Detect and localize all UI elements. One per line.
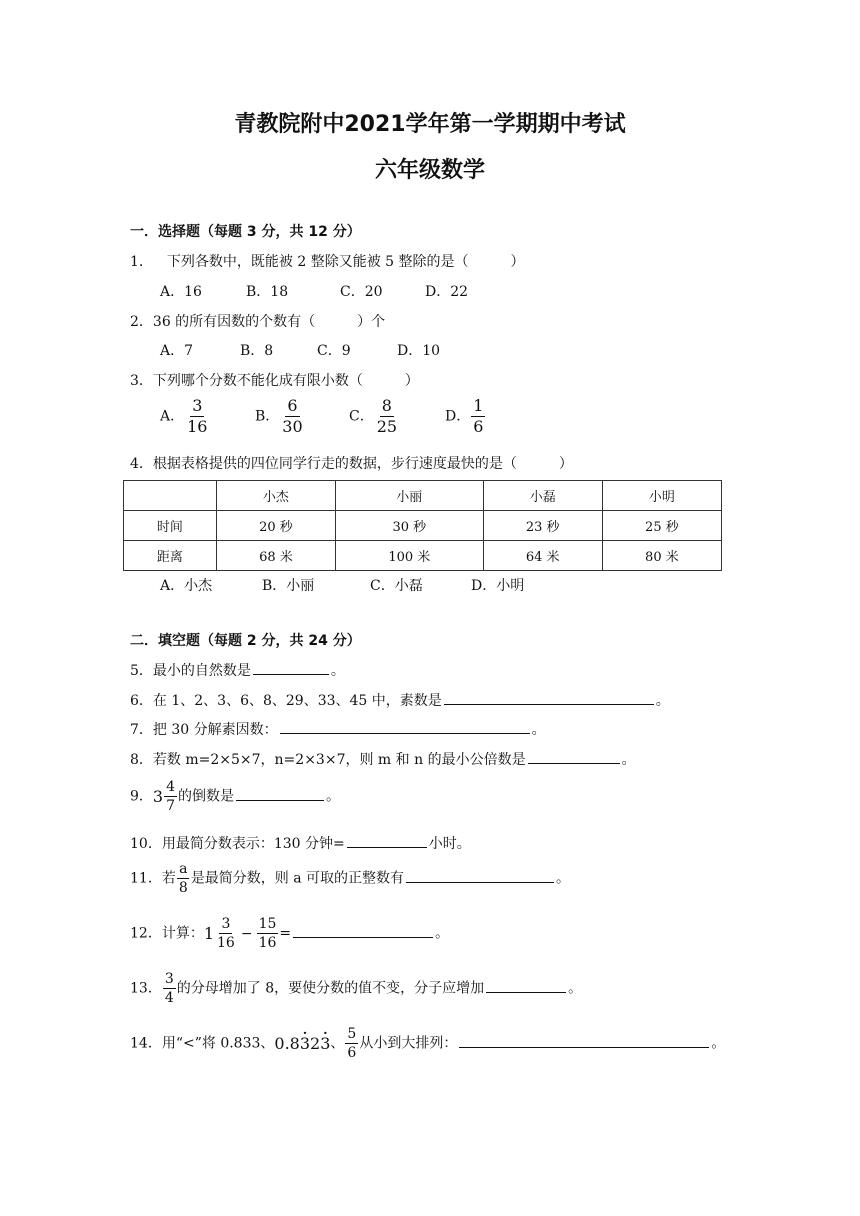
table-cell: 68 米: [216, 541, 335, 571]
option-3d: [445, 398, 486, 435]
numerator: 4: [166, 779, 176, 795]
answer-blank[interactable]: [486, 978, 566, 993]
option-label: B．: [255, 408, 280, 425]
question-text: 下列哪个分数不能化成有限小数（ ）: [152, 373, 419, 389]
question-4: [130, 453, 573, 473]
question-1: [130, 251, 525, 271]
table-cell: 64 米: [483, 541, 602, 571]
exam-title: 青教院附中2021学年第一学期期中考试: [234, 112, 626, 137]
question-2: [130, 311, 385, 331]
fraction: [177, 862, 190, 895]
denominator: 7: [166, 798, 176, 814]
question-8: [130, 749, 636, 769]
numerator: 1: [473, 396, 484, 415]
repeat-digit: 3 ·: [320, 1034, 330, 1053]
table-cell: 23 秒: [483, 511, 602, 541]
fraction: [375, 398, 399, 435]
option-2a: A．7: [160, 343, 194, 359]
option-3c: [349, 398, 400, 435]
question-text: 的分母增加了 8，要使分数的值不变，分子应增加: [176, 980, 485, 997]
numerator: 5: [347, 1026, 357, 1042]
numerator: a: [179, 861, 188, 877]
denominator: 8: [178, 880, 188, 896]
question-text: 7．把 30 分解素因数：: [130, 722, 278, 738]
table-header-cell: 小明: [602, 481, 721, 511]
option-3a: [160, 398, 210, 435]
numerator: 15: [258, 916, 277, 932]
numerator: 3: [164, 971, 174, 987]
decimal-part: 2: [310, 1034, 321, 1053]
period: 。: [568, 980, 583, 997]
fraction: [257, 917, 279, 950]
mixed-whole: 3: [152, 787, 164, 806]
option-4b: B．小丽: [262, 578, 315, 594]
table-row: [124, 541, 722, 571]
table-row: [124, 511, 722, 541]
question-11: [130, 862, 570, 895]
numerator: 3: [192, 396, 203, 415]
question-10: [130, 833, 471, 853]
option-label: A．: [160, 408, 185, 425]
fraction: [471, 398, 485, 435]
answer-blank[interactable]: [459, 1033, 709, 1048]
question-number: 11．若: [130, 870, 176, 887]
table-cell: 100 米: [336, 541, 484, 571]
option-label: D．: [445, 408, 471, 425]
period: 。: [531, 722, 546, 738]
question-number: 13．: [130, 980, 162, 997]
option-2c: C．9: [317, 343, 351, 359]
period: 。: [556, 870, 570, 887]
speed-data-table: [123, 480, 722, 571]
fraction: [185, 398, 209, 435]
period: 。: [711, 1035, 726, 1052]
question-number: 12．计算：: [130, 925, 204, 942]
question-text: 下列各数中，既能被 2 整除又能被 5 整除的是（ ）: [166, 254, 525, 270]
fraction: [164, 780, 177, 813]
question-text: 8．若数 m=2×5×7，n=2×3×7，则 m 和 n 的最小公倍数是: [130, 752, 526, 768]
fraction: [280, 398, 304, 435]
repeating-decimal: [274, 1034, 330, 1053]
denominator: 4: [164, 990, 174, 1006]
option-4d: D．小明: [471, 578, 525, 594]
mixed-whole: 1: [203, 924, 215, 943]
fraction: [215, 917, 237, 950]
option-2b: B．8: [240, 343, 274, 359]
question-text: 用“<”将 0.833、: [161, 1035, 275, 1052]
separator: 、: [330, 1035, 345, 1052]
denominator: 6: [347, 1045, 357, 1061]
question-number: 3．: [130, 373, 153, 389]
question-number: 4．: [130, 456, 153, 472]
question-number: 9．: [130, 788, 153, 805]
question-text: 从小到大排列：: [359, 1035, 458, 1052]
question-text: 5．最小的自然数是: [130, 663, 251, 679]
table-cell: 80 米: [602, 541, 721, 571]
table-cell: 距离: [124, 541, 217, 571]
repeat-digit: 3 ·: [300, 1034, 310, 1053]
section-heading-choice: 一．选择题（每题 3 分，共 12 分）: [130, 224, 361, 240]
period: 。: [435, 925, 450, 942]
period: 。: [655, 693, 670, 709]
answer-blank[interactable]: [236, 786, 324, 801]
minus-sign: −: [240, 925, 253, 942]
option-1a: A．16: [160, 284, 202, 300]
question-number: 14．: [130, 1035, 162, 1052]
question-5: [130, 660, 345, 680]
numerator: 3: [221, 916, 231, 932]
table-cell: 25 秒: [602, 511, 721, 541]
option-2d: D．10: [397, 343, 441, 359]
period: 。: [330, 663, 345, 679]
table-cell: 时间: [124, 511, 217, 541]
table-cell: 30 秒: [336, 511, 484, 541]
period: 。: [621, 752, 636, 768]
question-14: [130, 1027, 725, 1060]
denominator: 6: [473, 417, 484, 436]
table-header-row: [124, 481, 722, 511]
table-cell: 20 秒: [216, 511, 335, 541]
numerator: 8: [381, 396, 392, 415]
denominator: 16: [258, 935, 277, 951]
question-text: 6．在 1、2、3、6、8、29、33、45 中，素数是: [130, 693, 442, 709]
question-6: [130, 690, 670, 710]
answer-blank[interactable]: [280, 719, 530, 734]
exam-subtitle: 六年级数学: [374, 158, 485, 183]
question-text: 根据表格提供的四位同学行走的数据，步行速度最快的是（ ）: [152, 456, 573, 472]
answer-blank[interactable]: [347, 833, 427, 848]
table-header-cell: 小杰: [216, 481, 335, 511]
numerator: 6: [287, 396, 298, 415]
option-label: C．: [349, 408, 374, 425]
question-text: 是最简分数，则 a 可取的正整数有: [190, 870, 404, 887]
table-header-cell: 小丽: [336, 481, 484, 511]
equals-sign: =: [279, 925, 292, 942]
question-text: 10．用最简分数表示：130 分钟=: [130, 836, 345, 852]
question-7: [130, 719, 546, 739]
denominator: 16: [217, 935, 235, 951]
question-text: 的倒数是: [178, 788, 235, 805]
option-1b: B．18: [246, 284, 289, 300]
period: 。: [326, 788, 341, 805]
denominator: 16: [187, 417, 208, 436]
question-number: 2．: [130, 314, 153, 330]
decimal-part: 0.8: [274, 1034, 300, 1053]
option-3b: [255, 398, 306, 435]
fraction: [345, 1027, 358, 1060]
question-text-after: 小时。: [428, 836, 471, 852]
answer-blank[interactable]: [293, 923, 433, 938]
table-header-cell: 小磊: [483, 481, 602, 511]
denominator: 25: [376, 417, 398, 436]
answer-blank[interactable]: [253, 660, 329, 675]
question-9: [130, 780, 340, 813]
answer-blank[interactable]: [444, 690, 654, 705]
question-number: 1．: [130, 254, 153, 270]
question-13: [130, 972, 582, 1005]
option-4a: A．小杰: [160, 578, 213, 594]
denominator: 30: [282, 417, 303, 436]
option-1c: C．20: [340, 284, 383, 300]
question-12: [130, 917, 449, 950]
answer-blank[interactable]: [528, 749, 620, 764]
question-text: 36 的所有因数的个数有（ ）个: [152, 314, 386, 330]
table-header-cell: [124, 481, 217, 511]
question-3: [130, 370, 419, 390]
answer-blank[interactable]: [406, 868, 554, 883]
fraction: [163, 972, 176, 1005]
option-1d: D．22: [425, 284, 469, 300]
option-4c: C．小磊: [370, 578, 423, 594]
section-heading-fill: 二．填空题（每题 2 分，共 24 分）: [130, 633, 361, 649]
